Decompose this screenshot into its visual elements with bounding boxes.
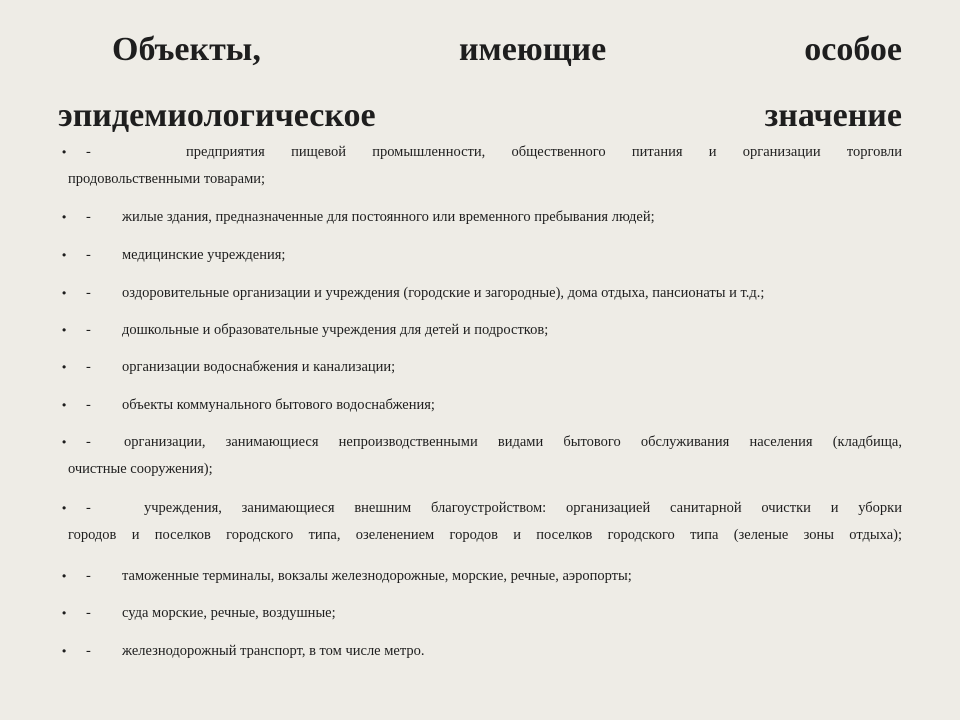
bullet-icon: • — [62, 360, 67, 374]
item-text: таможенные терминалы, вокзалы железнодорожные, морские, речные, аэропорты; — [122, 568, 632, 584]
list-item — [62, 636, 902, 667]
page-title-line-2 — [58, 96, 902, 136]
item-text: организации водоснабжения и канализации; — [122, 359, 396, 375]
item-dash: - — [86, 322, 91, 338]
item-dash: - — [86, 568, 91, 584]
item-text-continuation: городов и поселков городского типа, озеленением городов и поселков городского типа (зеленые зоны отдыха); — [68, 527, 902, 543]
item-dash: - — [86, 359, 91, 375]
list-item — [62, 427, 902, 485]
item-text: суда морские, речные, воздушные; — [122, 605, 336, 621]
title-word: особое — [804, 31, 902, 68]
bullet-icon: • — [62, 286, 67, 300]
list-item — [62, 493, 902, 551]
list-item — [62, 202, 902, 233]
item-text: медицинские учреждения; — [122, 247, 286, 263]
item-dash: - — [86, 144, 91, 160]
title-word: Объекты, — [112, 31, 261, 68]
bullet-icon: • — [62, 435, 67, 449]
item-text-continuation: продовольственными товарами; — [68, 171, 266, 187]
title-word: имеющие — [458, 31, 607, 68]
item-dash: - — [86, 397, 91, 413]
item-text: дошкольные и образовательные учреждения для детей и подростков; — [122, 322, 549, 338]
bullet-icon: • — [62, 210, 67, 224]
item-text: объекты коммунального бытового водоснабжения; — [122, 397, 435, 413]
item-dash: - — [86, 434, 91, 450]
title-word: значение — [764, 97, 902, 134]
list-item — [62, 315, 902, 346]
item-text: железнодорожный транспорт, в том числе метро. — [122, 643, 425, 659]
item-dash: - — [86, 500, 91, 516]
bullet-icon: • — [62, 248, 67, 262]
item-dash: - — [86, 643, 91, 659]
item-text: предприятия пищевой промышленности, общественного питания и организации торговли — [186, 144, 902, 160]
list-item — [62, 598, 902, 629]
list-item — [62, 390, 902, 421]
bullet-icon: • — [62, 501, 67, 515]
item-dash: - — [86, 605, 91, 621]
list-item — [62, 352, 902, 383]
item-dash: - — [86, 247, 91, 263]
title-word: эпидемиологическое — [58, 97, 376, 134]
bullet-icon: • — [62, 145, 67, 159]
list-item — [62, 561, 902, 592]
bullet-icon: • — [62, 323, 67, 337]
item-text: жилые здания, предназначенные для постоянного или временного пребывания людей; — [122, 209, 655, 225]
bullet-icon: • — [62, 398, 67, 412]
bullet-icon: • — [62, 644, 67, 658]
bullet-icon: • — [62, 606, 67, 620]
item-text-continuation: очистные сооружения); — [68, 461, 213, 477]
item-dash: - — [86, 285, 91, 301]
item-text: организации, занимающиеся непроизводственными видами бытового обслуживания населения (кладбища, — [124, 434, 902, 450]
bullet-icon: • — [62, 569, 67, 583]
item-text: учреждения, занимающиеся внешним благоустройством: организацией санитарной очистки и уборки — [144, 500, 902, 516]
item-dash: - — [86, 209, 91, 225]
list-item — [62, 137, 902, 195]
list-item — [62, 278, 902, 309]
page-title-line-1 — [112, 30, 902, 70]
list-item — [62, 240, 902, 271]
item-text: оздоровительные организации и учреждения (городские и загородные), дома отдыха, пансионаты и т.д.; — [122, 285, 765, 301]
